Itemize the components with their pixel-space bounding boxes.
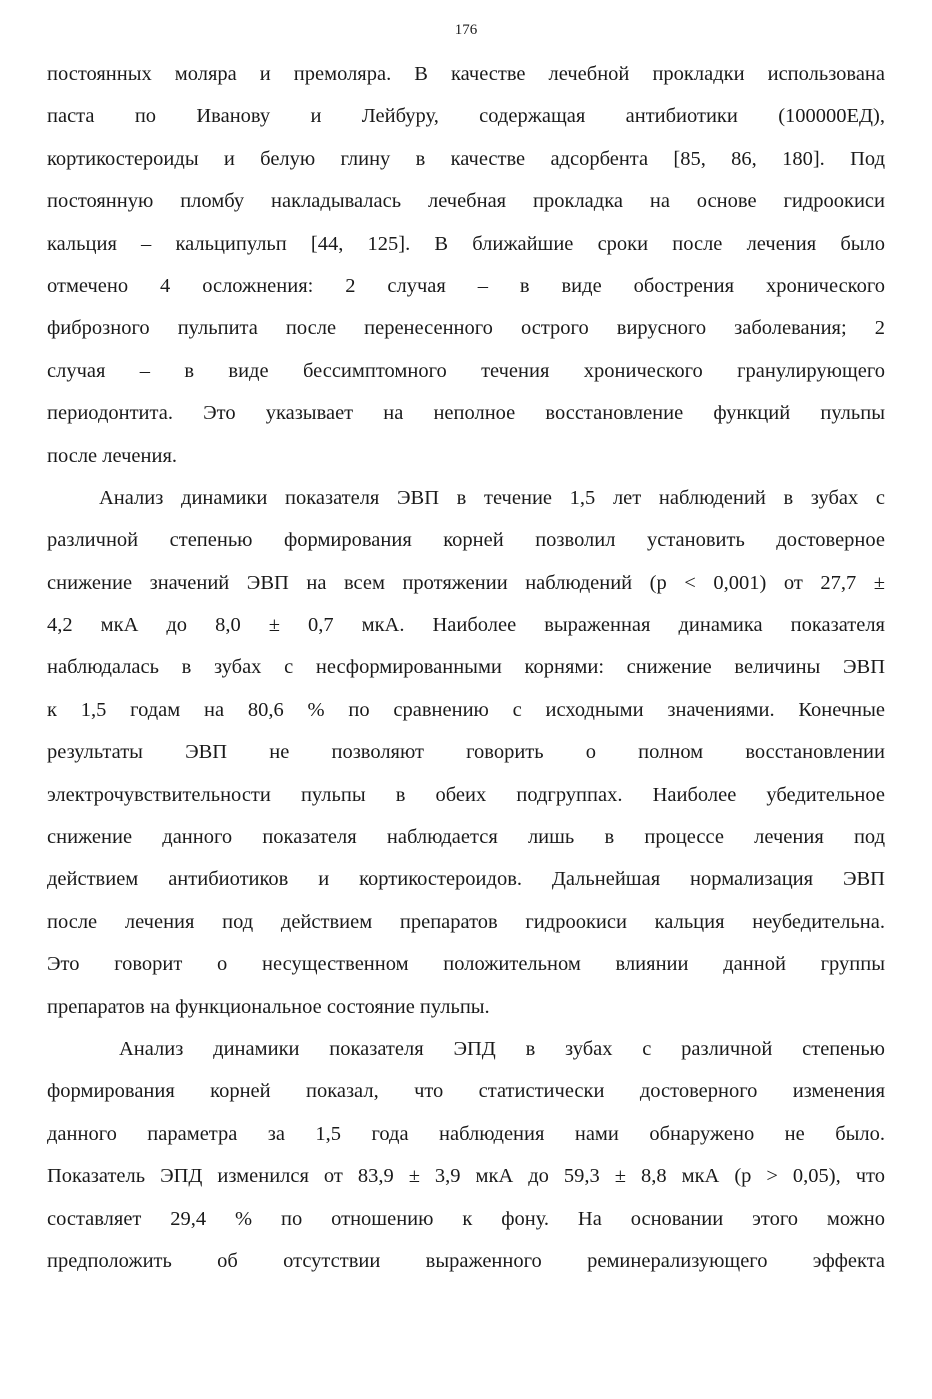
text-line: препаратов на функциональное состояние пульпы.: [47, 995, 490, 1018]
text-line: паста по Иванову и Лейбуру, содержащая антибиотики (100000ЕД),: [47, 105, 885, 128]
text-line: кальция – кальципульп [44, 125]. В ближайшие сроки после лечения было: [47, 232, 885, 255]
text-line: постоянную пломбу накладывалась лечебная прокладка на основе гидроокиси: [47, 190, 885, 213]
text-line: периодонтита. Это указывает на неполное восстановление функций пульпы: [47, 402, 885, 425]
paragraph-1: [47, 53, 885, 477]
text-line: предположить об отсутствии выраженного реминерализующего эффекта: [47, 1249, 885, 1272]
text-line: наблюдалась в зубах с несформированными корнями: снижение величины ЭВП: [47, 656, 885, 679]
text-line: после лечения.: [47, 444, 178, 467]
text-line: Анализ динамики показателя ЭВП в течение 1,5 лет наблюдений в зубах с: [99, 486, 885, 509]
text-line: отмечено 4 осложнения: 2 случая – в виде обострения хронического: [47, 274, 885, 297]
text-line: данного параметра за 1,5 года наблюдения нами обнаружено не было.: [47, 1122, 885, 1145]
text-line: составляет 29,4 % по отношению к фону. На основании этого можно: [47, 1207, 885, 1230]
text-line: Показатель ЭПД изменился от 83,9 ± 3,9 мкА до 59,3 ± 8,8 мкА (р > 0,05), что: [47, 1165, 885, 1188]
text-line: кортикостероиды и белую глину в качестве адсорбента [85, 86, 180]. Под: [47, 147, 885, 170]
text-line: Это говорит о несущественном положительном влиянии данной группы: [47, 953, 885, 976]
page-number: 176: [454, 22, 478, 38]
text-line: к 1,5 годам на 80,6 % по сравнению с исходными значениями. Конечные: [47, 698, 885, 721]
text-line: снижение данного показателя наблюдается лишь в процессе лечения под: [47, 826, 885, 849]
paragraph-2: [47, 477, 885, 1028]
text-line: формирования корней показал, что статистически достоверного изменения: [47, 1080, 885, 1103]
text-line: различной степенью формирования корней позволил установить достоверное: [47, 529, 885, 552]
text-line: фиброзного пульпита после перенесенного острого вирусного заболевания; 2: [47, 317, 885, 340]
text-line: 4,2 мкА до 8,0 ± 0,7 мкА. Наиболее выраженная динамика показателя: [47, 614, 885, 637]
text-line: результаты ЭВП не позволяют говорить о полном восстановлении: [47, 741, 885, 764]
body-text: [47, 53, 885, 1282]
text-line: после лечения под действием препаратов гидроокиси кальция неубедительна.: [47, 910, 885, 933]
paragraph-3: [47, 1028, 885, 1282]
text-line: случая – в виде бессимптомного течения хронического гранулирующего: [47, 359, 885, 382]
text-line: снижение значений ЭВП на всем протяжении наблюдений (p < 0,001) от 27,7 ±: [47, 571, 885, 594]
text-line: электрочувствительности пульпы в обеих подгруппах. Наиболее убедительное: [47, 783, 885, 806]
text-line: Анализ динамики показателя ЭПД в зубах с различной степенью: [119, 1037, 885, 1060]
text-line: действием антибиотиков и кортикостероидов. Дальнейшая нормализация ЭВП: [47, 868, 885, 891]
text-line: постоянных моляра и премоляра. В качестве лечебной прокладки использована: [47, 63, 885, 85]
